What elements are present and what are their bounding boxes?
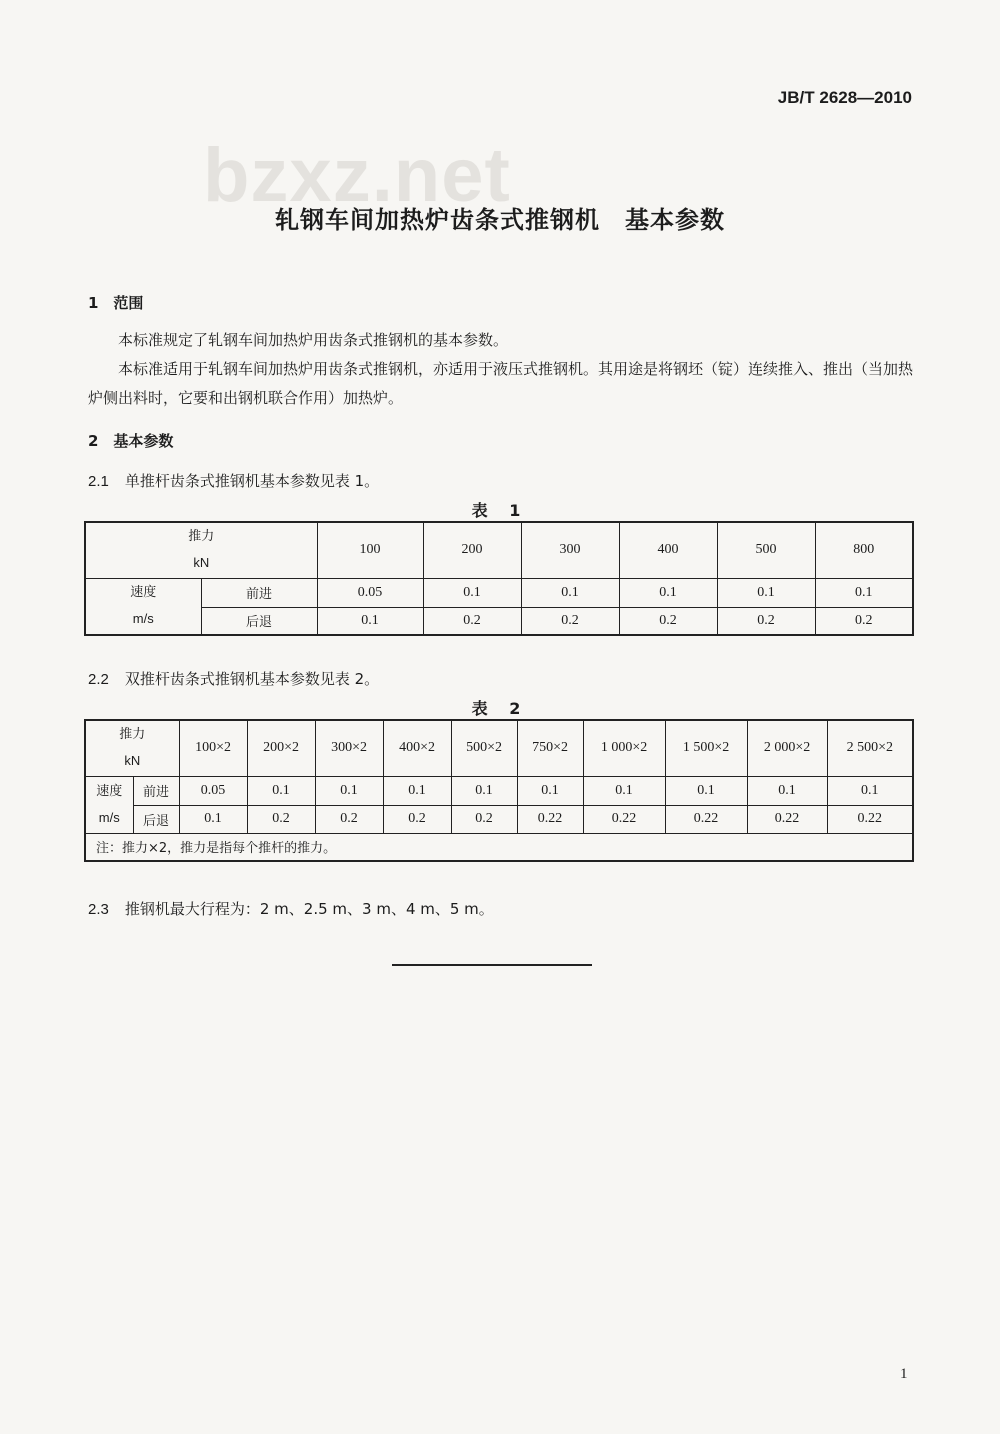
watermark: bzxz.net — [203, 133, 511, 218]
clause-2-2-text: 双推杆齿条式推钢机基本参数见表 2。 — [124, 670, 380, 688]
table-2-col-header: 2 000×2 — [747, 720, 827, 776]
table-2-cell: 0.1 — [247, 776, 315, 805]
table-2-cell: 0.1 — [451, 776, 517, 805]
table-2-cell: 0.1 — [583, 776, 665, 805]
table-2 — [84, 719, 914, 862]
section-1-para-1: 本标准规定了轧钢车间加热炉用齿条式推钢机的基本参数。 — [118, 331, 509, 349]
table-1-force-label: 推力 — [188, 529, 215, 545]
table-2-cell: 0.1 — [315, 776, 383, 805]
clause-2-3 — [88, 898, 494, 919]
table-1-speed-header — [85, 578, 201, 635]
section-1-heading: 1 范围 — [88, 294, 144, 312]
table-2-force-label: 推力 — [119, 727, 146, 743]
table-1-cell: 0.2 — [423, 607, 521, 635]
table-1-cell: 0.1 — [619, 578, 717, 607]
table-2-cell: 0.2 — [315, 805, 383, 833]
clause-2-1 — [88, 470, 379, 491]
table-1-cell: 0.2 — [619, 607, 717, 635]
table-2-speed-header — [85, 776, 133, 833]
table-2-force-header — [85, 720, 179, 776]
table-2-speed-unit: m/s — [98, 809, 120, 825]
table-2-cell: 0.1 — [179, 805, 247, 833]
table-1-cell: 0.1 — [521, 578, 619, 607]
section-1-body — [88, 326, 914, 413]
page-number: 1 — [900, 1366, 908, 1382]
table-2-col-header: 300×2 — [315, 720, 383, 776]
table-2-backward-label: 后退 — [133, 805, 179, 833]
table-1-col-header: 100 — [317, 522, 423, 578]
table-2-cell: 0.1 — [517, 776, 583, 805]
table-2-col-header: 1 000×2 — [583, 720, 665, 776]
table-2-cell: 0.1 — [827, 776, 913, 805]
table-2-cell: 0.1 — [383, 776, 451, 805]
table-1-cell: 0.2 — [521, 607, 619, 635]
table-1-cell: 0.1 — [317, 607, 423, 635]
table-2-col-header: 750×2 — [517, 720, 583, 776]
table-1-col-header: 200 — [423, 522, 521, 578]
table-2-col-header: 500×2 — [451, 720, 517, 776]
clause-2-1-number: 2.1 — [88, 473, 109, 490]
table-2-note: 注：推力×2，推力是指每个推杆的推力。 — [85, 833, 913, 861]
table-1-cell: 0.1 — [815, 578, 913, 607]
table-1-cell: 0.1 — [423, 578, 521, 607]
table-1-caption: 表 1 — [471, 501, 529, 520]
table-2-col-header: 1 500×2 — [665, 720, 747, 776]
table-2-cell: 0.2 — [247, 805, 315, 833]
table-1-cell: 0.1 — [717, 578, 815, 607]
table-1-cell: 0.2 — [717, 607, 815, 635]
clause-2-1-text: 单推杆齿条式推钢机基本参数见表 1。 — [124, 472, 380, 490]
table-1-col-header: 500 — [717, 522, 815, 578]
table-1-backward-label: 后退 — [201, 607, 317, 635]
table-2-cell: 0.22 — [583, 805, 665, 833]
table-2-forward-label: 前进 — [133, 776, 179, 805]
table-1-force-header — [85, 522, 317, 578]
table-2-cell: 0.22 — [665, 805, 747, 833]
table-1-force-unit: kN — [193, 555, 210, 571]
table-2-col-header: 200×2 — [247, 720, 315, 776]
page-title: 轧钢车间加热炉齿条式推钢机 基本参数 — [275, 206, 725, 234]
table-1-col-header: 300 — [521, 522, 619, 578]
table-1-cell: 0.2 — [815, 607, 913, 635]
document-code: JB/T 2628—2010 — [777, 88, 912, 107]
table-2-cell: 0.2 — [451, 805, 517, 833]
table-2-col-header: 100×2 — [179, 720, 247, 776]
end-rule — [392, 964, 592, 966]
table-2-force-unit: kN — [124, 753, 141, 769]
table-1-col-header: 800 — [815, 522, 913, 578]
table-2-speed-label: 速度 — [96, 783, 123, 799]
table-1-forward-label: 前进 — [201, 578, 317, 607]
table-1-col-header: 400 — [619, 522, 717, 578]
table-2-cell: 0.05 — [179, 776, 247, 805]
table-2-cell: 0.22 — [517, 805, 583, 833]
table-2-col-header: 400×2 — [383, 720, 451, 776]
table-1-cell: 0.05 — [317, 578, 423, 607]
table-2-cell: 0.22 — [827, 805, 913, 833]
clause-2-3-number: 2.3 — [88, 901, 109, 918]
table-2-cell: 0.2 — [383, 805, 451, 833]
table-2-cell: 0.22 — [747, 805, 827, 833]
clause-2-2-number: 2.2 — [88, 671, 109, 688]
table-2-cell: 0.1 — [747, 776, 827, 805]
table-2-cell: 0.1 — [665, 776, 747, 805]
table-2-col-header: 2 500×2 — [827, 720, 913, 776]
table-1 — [84, 521, 914, 636]
section-1-para-2: 本标准适用于轧钢车间加热炉用齿条式推钢机，亦适用于液压式推钢机。其用途是将钢坯（锭）连续推入、推出（当加热炉侧出料时，它要和出钢机联合作用）加热炉。 — [88, 360, 914, 407]
table-2-caption: 表 2 — [471, 699, 529, 718]
section-2-heading: 2 基本参数 — [88, 432, 174, 450]
table-1-speed-unit: m/s — [132, 611, 154, 627]
table-1-speed-label: 速度 — [130, 585, 157, 601]
clause-2-3-text: 推钢机最大行程为：2 m、2.5 m、3 m、4 m、5 m。 — [124, 900, 494, 918]
clause-2-2 — [88, 668, 379, 689]
